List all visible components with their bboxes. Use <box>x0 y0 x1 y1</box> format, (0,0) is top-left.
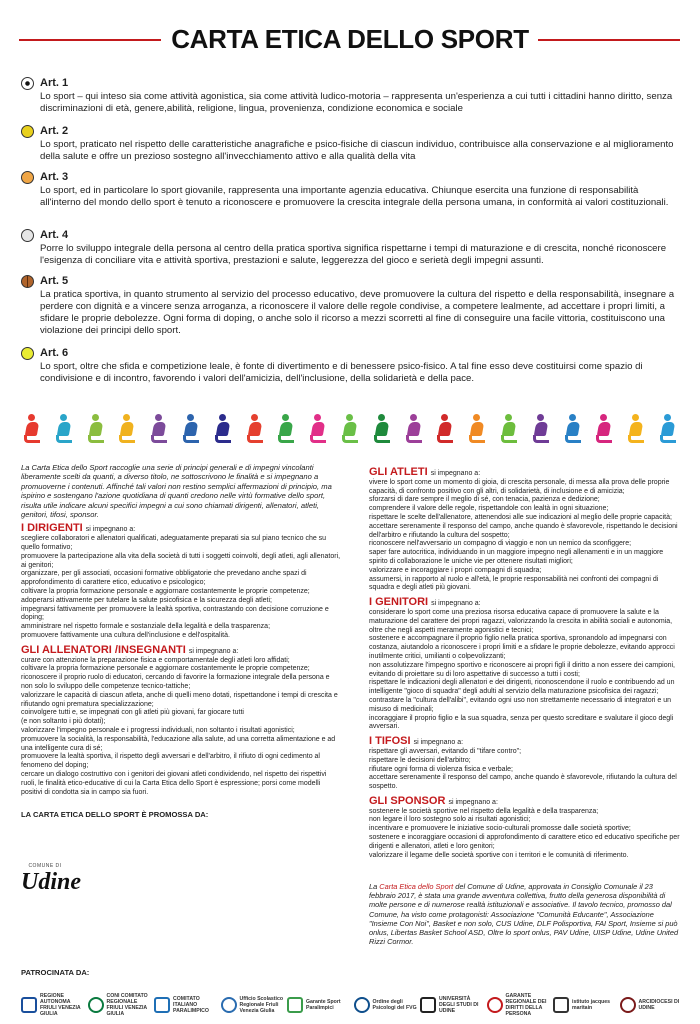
icon-body[interactable] <box>406 422 420 436</box>
icon-limb[interactable] <box>342 435 358 443</box>
sport-icons-row <box>20 405 680 445</box>
arcidiocesi-logo-icon[interactable] <box>620 997 636 1013</box>
section-title[interactable] <box>21 643 343 657</box>
section-item[interactable]: comprendere il valore delle regole, rispettandole con lealtà in ogni situazione; <box>369 505 609 513</box>
section-item[interactable]: cercare un dialogo costruttivo con i genitori dei giovani atleti condividendo, nel rispetto dei rispettivi ruoli, le finalità etico-educative di cui la Carta Etica dello Sport è espressione; porsi come modelli positivi di condotta sia in campo sia fuori. <box>21 770 327 796</box>
icon-limb[interactable] <box>151 435 167 443</box>
article-title[interactable]: Art. 1 <box>40 77 69 89</box>
section-heading: GLI SPONSOR <box>369 794 449 807</box>
cycling-race-icon[interactable] <box>465 413 489 445</box>
article-text[interactable]: Lo sport, oltre che sfida e competizione leale, è fonte di divertimento e di benessere psico-fisico. A tal fine esso deve costituirsi come spazio di condivisione e di incontro, favorendo i valori dell'amicizia, dell'inclusione, della solidarietà e della pace. <box>40 361 643 384</box>
section-heading: I TIFOSI <box>369 735 414 748</box>
weightlifting-icon[interactable] <box>147 413 171 445</box>
patron-logo-text[interactable]: Garante Sport Paralimpici <box>306 999 341 1011</box>
hockey-icon[interactable] <box>179 413 203 445</box>
right-column <box>369 463 681 860</box>
icon-limb[interactable] <box>501 435 517 443</box>
icon-head[interactable] <box>92 414 99 421</box>
icon-head[interactable] <box>664 414 671 421</box>
section-item[interactable]: valorizzare le capacità di ciascun atleta, anche di quelli meno dotati, rispettandone i tempi di crescita e rifiutando ogni prematura specializzazione; <box>21 691 338 708</box>
ordine-psicologi-logo-icon[interactable] <box>354 997 370 1013</box>
icon-head[interactable] <box>314 414 321 421</box>
section-item[interactable]: rispettare le indicazioni degli allenatori e dei dirigenti, riconoscendone il ruolo e contribuendo ad un intelligente "gioco di squadra" degli adulti al servizio della maturazione psicofisica dei ragazzi; <box>369 679 675 696</box>
section-sub[interactable]: si impegnano a: <box>431 600 481 608</box>
tennis-icon[interactable] <box>243 413 267 445</box>
icon-limb[interactable] <box>406 435 422 443</box>
icon-head[interactable] <box>600 414 607 421</box>
patron-logo-text[interactable]: Ufficio Scolastico Regionale Friuli Venezia Giulia <box>239 996 284 1014</box>
icon-body[interactable] <box>247 422 261 436</box>
section-title[interactable] <box>369 794 681 808</box>
basketball-icon[interactable] <box>21 275 34 288</box>
section-item[interactable]: coltivare la propria formazione personale e aggiornare costantemente le proprie competenze; <box>21 588 310 596</box>
article[interactable] <box>21 124 681 163</box>
icon-body[interactable] <box>152 422 166 436</box>
university-logo-icon[interactable] <box>420 997 436 1013</box>
article-head[interactable] <box>21 170 681 184</box>
patron-logo-text[interactable]: UNIVERSITÀ DEGLI STUDI DI UDINE <box>439 996 479 1014</box>
icon-body[interactable] <box>661 422 675 436</box>
icon-limb[interactable] <box>310 435 326 443</box>
article-title[interactable]: Art. 6 <box>40 347 69 359</box>
patron-logo[interactable] <box>21 993 88 1017</box>
icon-body[interactable] <box>343 422 357 436</box>
section-item[interactable]: promuovere la socialità, la responsabilità, l'educazione alla salute, ad una corretta alimentazione e ad una intelligente cura di sé; <box>21 735 336 752</box>
section-item[interactable]: promuovere la lealtà sportiva, il rispetto degli avversari e dell'arbitro, il rifiuto di ogni cedimento al fenomeno del doping; <box>21 753 320 770</box>
icon-body[interactable] <box>438 422 452 436</box>
icon-limb[interactable] <box>437 435 453 443</box>
usr-logo-icon[interactable] <box>221 997 237 1013</box>
patron-logo-text[interactable]: GARANTE REGIONALE DEI DIRITTI DELLA PERSONA <box>505 993 547 1017</box>
icon-body[interactable] <box>279 422 293 436</box>
icon-head[interactable] <box>378 414 385 421</box>
article-text[interactable]: Lo sport – qui inteso sia come attività agonistica, sia come attività ludico-motoria – rappresenta un'esperienza a cui tutti i cittadini hanno diritto, senza discriminazioni di età, genere,abilità, religione, lingua, provenienza, condizione economica e sociale <box>40 91 673 114</box>
icon-head[interactable] <box>346 414 353 421</box>
garante-sport-logo-icon[interactable] <box>287 997 303 1013</box>
section-item[interactable]: amministrare nel rispetto formale e sostanziale della legalità e della trasparenza; <box>21 623 271 631</box>
icon-head[interactable] <box>569 414 576 421</box>
page-title: CARTA ETICA DELLO SPORT <box>171 24 529 54</box>
icon-limb[interactable] <box>660 435 676 443</box>
patron-logo[interactable] <box>154 996 221 1014</box>
section-heading: GLI ATLETI <box>369 466 431 478</box>
baseball-icon[interactable] <box>21 171 34 184</box>
section-item[interactable]: non assolutizzare l'impegno sportivo e riconoscere ai propri figli il diritto a non essere dei campioni, evitando di proiettare su di loro aspettative di successo a tutti i costi; <box>369 661 675 678</box>
icon-head[interactable] <box>473 414 480 421</box>
patron-logo[interactable] <box>221 996 288 1014</box>
region-fvg-logo-icon[interactable] <box>21 997 37 1013</box>
section-heading: GLI ALLENATORI /INSEGNANTI <box>21 643 189 656</box>
section-item[interactable]: promuovere la partecipazione alla vita della società di tutti i soggetti coinvolti, degli atleti, agli allenatori, ai genitori; <box>21 552 341 569</box>
wheelchair-sport-icon[interactable] <box>84 413 108 445</box>
article-title[interactable]: Art. 3 <box>40 171 69 183</box>
section-item[interactable]: accettare serenamente il responso del campo, anche quando è sfavorevole, rifiutando la cultura del sospetto. <box>369 774 677 791</box>
icon-body[interactable] <box>25 422 39 436</box>
icon-body[interactable] <box>88 422 102 436</box>
section-sub[interactable]: si impegnano a: <box>430 470 481 477</box>
icon-head[interactable] <box>155 414 162 421</box>
patron-logo[interactable] <box>354 997 421 1013</box>
icon-limb[interactable] <box>56 435 72 443</box>
note-link: Carta Etica dello Sport <box>379 882 454 891</box>
patronage-label: PATROCINATA DA: <box>21 968 90 977</box>
article-head[interactable] <box>21 228 681 242</box>
icon-head[interactable] <box>123 414 130 421</box>
icon-head[interactable] <box>441 414 448 421</box>
icon-limb[interactable] <box>88 435 104 443</box>
comune-caption: COMUNE DI <box>28 863 62 869</box>
icon-body[interactable] <box>502 422 516 436</box>
patron-logo-text[interactable]: COMITATO ITALIANO PARALIMPICO <box>173 996 209 1014</box>
article[interactable] <box>21 274 681 337</box>
section-sub[interactable]: si impegnano a: <box>448 798 498 806</box>
volleyball-icon[interactable] <box>433 413 457 445</box>
swimming-icon[interactable] <box>656 413 680 445</box>
udine-note <box>369 882 681 946</box>
patron-logo[interactable] <box>620 997 687 1013</box>
tennis-ball-icon[interactable] <box>21 347 34 360</box>
icon-body[interactable] <box>311 422 325 436</box>
section-item[interactable]: assumersi, in rapporto al ruolo e all'età, le proprie responsabilità nei confronti dei compagni di squadra e degli atleti più giovani. <box>369 575 659 592</box>
section-sub[interactable]: si impegnano a: <box>413 739 464 747</box>
section-item[interactable]: considerare lo sport come una preziosa risorsa educativa capace di promuovere la salute e la maturazione del carattere dei propri ragazzi, valorizzando la crescita in abilità sociali e autonomia, oltre che negli aspetti meramente agonistici e tecnici; <box>369 608 673 634</box>
wheelchair-basketball-icon[interactable] <box>274 413 298 445</box>
section-item[interactable]: riconoscere il proprio ruolo di educatori, cercando di favorire la formazione integrale della persona e non solo lo sviluppo delle competenze tecnico-tattiche; <box>21 674 330 690</box>
icon-head[interactable] <box>187 414 194 421</box>
section-item[interactable]: saper fare autocritica, individuando in un maggiore impegno negli allenamenti e in un maggiore spirito di collaborazione le uniche vie per ottenere risultati migliori; <box>369 549 664 565</box>
icon-limb[interactable] <box>596 435 612 443</box>
section-title[interactable] <box>369 737 681 748</box>
section-item[interactable]: non legare il loro sostegno solo ai risultati agonistici; <box>369 816 531 824</box>
patron-logo[interactable] <box>553 997 620 1013</box>
article[interactable] <box>21 228 681 267</box>
patron-logo-text[interactable]: Ordine degli Psicologi del FVG <box>372 999 417 1011</box>
icon-body[interactable] <box>184 422 198 436</box>
section-item[interactable]: coltivare la propria formazione personale e aggiornare costantemente le proprie competenze; <box>21 665 310 673</box>
article-text[interactable]: La pratica sportiva, in quanto strumento al servizio del processo educativo, deve promuovere la cultura del rispetto e della responsabilità, insegnare a perdere con dignità e a vincere senza arroganza, a riconoscere il valore delle regole condivise, a competere lealmente, ad accettare i propri limiti, a sfidare le proprie debolezze. Ogni forma di doping, o anche solo il ricorso a mezzi scorretti al fine di conseguire una facile vittoria, costituiscono una violazione dei principi dello sport. <box>40 289 675 336</box>
icon-limb[interactable] <box>183 435 199 443</box>
icon-head[interactable] <box>251 414 258 421</box>
header <box>0 14 700 62</box>
icon-head[interactable] <box>505 414 512 421</box>
running-icon[interactable] <box>20 413 44 445</box>
article-head[interactable] <box>21 274 681 288</box>
icon-head[interactable] <box>28 414 35 421</box>
tennis-ball-icon[interactable] <box>21 229 34 242</box>
comune-name: Udine <box>21 869 81 895</box>
section-heading: I DIRIGENTI <box>21 522 86 535</box>
patron-logo-text[interactable]: istituto jacques maritain <box>572 999 611 1011</box>
dance-icon[interactable] <box>306 413 330 445</box>
volleyball-icon[interactable] <box>21 125 34 138</box>
patron-logo[interactable] <box>487 993 554 1017</box>
article-text[interactable]: Lo sport, ed in particolare lo sport giovanile, rappresenta una importante agenzia educativa. Chiunque esercita una funzione di responsabilità all'interno del mondo dello sport è tenuto a riconoscere e promuovere la crescita integrale della persona umana, in conformità ai valori costituzionali. <box>40 185 669 208</box>
soccer-ball-icon[interactable] <box>21 77 34 90</box>
section-heading: I GENITORI <box>369 596 432 609</box>
article-title[interactable]: Art. 4 <box>40 229 69 241</box>
icon-body[interactable] <box>534 422 548 436</box>
section-item[interactable]: contrastare la "cultura dell'alibi", evitando ogni uso non strettamente necessario di integratori e un misuso di medicinali; <box>369 696 672 713</box>
article-title[interactable]: Art. 2 <box>40 125 69 137</box>
icon-head[interactable] <box>219 414 226 421</box>
article-head[interactable] <box>21 76 681 90</box>
martial-arts-icon[interactable] <box>497 413 521 445</box>
patron-logo[interactable] <box>420 996 487 1014</box>
comune-udine-logo <box>21 863 81 903</box>
icon-body[interactable] <box>57 422 71 436</box>
icon-head[interactable] <box>410 414 417 421</box>
icon-limb[interactable] <box>278 435 294 443</box>
article-text[interactable]: Lo sport, praticato nel rispetto delle caratteristiche anagrafiche e psico-fisiche di ciascun individuo, contribuisce alla conservazione e al miglioramento della salute e offre un prezioso sostegno all'invecchiamento attivo e alla qualità della vita <box>40 139 674 162</box>
section-title[interactable] <box>369 598 681 609</box>
header-rule-left <box>19 39 161 41</box>
section-item[interactable]: adoperarsi attivamente per tutelare la salute psicofisica e la sicurezza degli atleti; <box>21 596 272 604</box>
note-pre: La <box>369 882 380 891</box>
skiing-icon[interactable] <box>402 413 426 445</box>
icon-body[interactable] <box>216 422 230 436</box>
article-text[interactable]: Porre lo sviluppo integrale della persona al centro della pratica sportiva significa rispettarne i tempi di maturazione e di crescita, nonché riconoscere l'esigenza di conciliare vita e attività sportiva, prestazioni e salute, leggerezza del gioco e serietà degli impegni assunti. <box>40 243 667 266</box>
section-title[interactable] <box>369 468 681 479</box>
section-item[interactable]: valorizzare il legame delle società sportive con i territori e le comunità di riferimento. <box>369 851 629 859</box>
icon-head[interactable] <box>282 414 289 421</box>
icon-limb[interactable] <box>119 435 135 443</box>
section-item[interactable]: coinvolgere tutti e, se impegnati con gli atleti più giovani, far giocare tutti <box>21 709 244 717</box>
article-head[interactable] <box>21 346 681 360</box>
patron-logo[interactable] <box>287 997 354 1013</box>
patronage-logos <box>21 990 686 1020</box>
icon-body[interactable] <box>375 422 389 436</box>
section-item[interactable]: scegliere collaboratori e allenatori qualificati, adeguatamente preparati sia sul piano tecnico che su quello formativo; <box>21 535 327 552</box>
section-item[interactable]: rispettare gli avversari, evitando di "tifare contro"; <box>369 747 522 755</box>
climbing-icon[interactable] <box>592 413 616 445</box>
athletics-icon[interactable] <box>338 413 362 445</box>
section-item[interactable]: organizzare, per gli associati, occasioni formative obbligatorie che prevedano anche spazi di approfondimento di carattere etico, educativo e psicologico; <box>21 570 307 587</box>
section-item[interactable]: sforzarsi di dare sempre il meglio di sé, con tenacia, pazienza e dedizione; <box>369 496 600 504</box>
section-item[interactable]: rifiutare ogni forma di violenza fisica e verbale; <box>369 765 513 773</box>
section-item[interactable]: rispettare le decisioni dell'arbitro; <box>369 756 471 764</box>
section-item[interactable]: valorizzare l'impegno personale e i progressi individuali, non soltanto i risultati agonistici; <box>21 726 295 734</box>
icon-head[interactable] <box>60 414 67 421</box>
icon-body[interactable] <box>120 422 134 436</box>
icon-body[interactable] <box>597 422 611 436</box>
icon-body[interactable] <box>629 422 643 436</box>
note-post: del Comune di Udine, approvata in Consiglio Comunale il 23 febbraio 2017, è stata una grande avventura collettiva, frutto della generosa disponibilità di molte persone e di numerose realtà istituzionali e associative. Il tavolo tecnico, promosso dal Comune, ha visto come protagonisti: Associazione "Comunità Educante", Associazione "Insieme Con Noi", Basket e non solo, CUS Udine, DLF Polisportiva, FAI Sport, Insieme si può onlus, Libertas Basket School ASD, Oltre lo sport onlus, PAV Udine, UISP Udine, Udine United Rizzi Cormor. <box>369 882 679 947</box>
icon-limb[interactable] <box>374 435 390 443</box>
section-item[interactable]: rispettare le scelte dell'allenatore, attenendosi alle sue indicazioni al meglio delle proprie capacità; <box>369 513 672 521</box>
soccer-icon[interactable] <box>370 413 394 445</box>
section-sub[interactable]: si impegnano a: <box>188 647 239 655</box>
istituto-mantabi-logo-icon[interactable] <box>553 997 569 1013</box>
icon-body[interactable] <box>565 422 579 436</box>
article[interactable] <box>21 346 681 385</box>
section-item[interactable]: curare con attenzione la preparazione fisica e comportamentale degli atleti loro affidati; <box>21 656 290 664</box>
icon-head[interactable] <box>537 414 544 421</box>
section-item[interactable]: sostenere e accompagnare il proprio figlio nella pratica sportiva, spronandolo ad impegnarsi con costanza, aiutandolo a riconoscere i propri limiti e a sfidare le proprie debolezze, evitando approcci inutilmente critici, umilianti o colpevolizzanti; <box>369 635 675 660</box>
article-title[interactable]: Art. 5 <box>40 275 69 287</box>
icon-limb[interactable] <box>469 435 485 443</box>
article-head[interactable] <box>21 124 681 138</box>
section-item[interactable]: incentivare e promuovere le iniziative socio-culturali promosse dalle società sportive; <box>369 825 631 833</box>
icon-limb[interactable] <box>565 435 581 443</box>
section-item[interactable]: valorizzare e incoraggiare i propri compagni di squadra; <box>369 566 542 574</box>
patron-logo-text[interactable]: ARCIDIOCESI DI UDINE <box>638 999 680 1011</box>
intro-text: La Carta Etica dello Sport raccoglie una serie di principi generali e di impegni vincolanti liberamente scelti da quanti, a diverso titolo, ne sottoscrivono le finalità e si impegnano a promuoverne i contenuti. Affinché tali valori non restino semplici affermazioni di principio, ma ispirino e sostengano l'azione quotidiana di quanti credono nelle virtù formative dello sport, risulta utile indicare alcuni specifici impegni a cui sono chiamati dirigenti, allenatori, atleti, genitori, tifosi, sponsor. <box>21 463 332 520</box>
article[interactable] <box>21 170 681 209</box>
cycling-icon[interactable] <box>211 413 235 445</box>
section-title[interactable] <box>21 524 343 535</box>
patron-logo[interactable] <box>88 993 155 1017</box>
header-rule-right <box>538 39 680 41</box>
gymnastics-icon[interactable] <box>115 413 139 445</box>
left-column <box>21 463 343 797</box>
garante-diritti-logo-icon[interactable] <box>487 997 503 1013</box>
icon-limb[interactable] <box>533 435 549 443</box>
icon-limb[interactable] <box>215 435 231 443</box>
coni-logo-icon[interactable] <box>88 997 104 1013</box>
icon-limb[interactable] <box>628 435 644 443</box>
icon-head[interactable] <box>632 414 639 421</box>
section-item[interactable]: sostenere e incoraggiare occasioni di approfondimento di carattere etico ed educativo specifiche per dirigenti e allenatori, atleti e loro genitori; <box>369 834 680 850</box>
section-item[interactable]: impegnarsi fattivamente per promuovere la lealtà sportiva, contrastando con decisione corruzione e doping; <box>21 605 329 622</box>
basketball-icon[interactable] <box>529 413 553 445</box>
section-sub[interactable]: si impegnano a: <box>85 526 136 534</box>
section-item[interactable]: promuovere fattivamente una cultura dell'inclusione e dell'ospitalità. <box>21 632 230 639</box>
cip-logo-icon[interactable] <box>154 997 170 1013</box>
section-item[interactable]: accettare serenamente il responso del campo, anche quando è sfavorevole, rispettando le decisioni dell'arbitro e rifiutando la cultura del sospetto; <box>369 522 678 539</box>
archery-icon[interactable] <box>624 413 648 445</box>
section-item[interactable]: (e non soltanto i più dotati); <box>21 718 106 726</box>
fencing-icon[interactable] <box>561 413 585 445</box>
icon-limb[interactable] <box>247 435 263 443</box>
promo-label: LA CARTA ETICA DELLO SPORT È PROMOSSA DA: <box>21 810 209 819</box>
section-item[interactable]: sostenere le società sportive nel rispetto della legalità e della trasparenza; <box>369 807 599 815</box>
section-item[interactable]: vivere lo sport come un momento di gioia, di crescita personale, di messa alla prova delle proprie capacità, di confronto positivo con gli altri, di solidarietà, di inclusione e di amicizia; <box>369 478 670 495</box>
article[interactable] <box>21 76 681 115</box>
patron-logo-text[interactable]: CONI COMITATO REGIONALE FRIULI VENEZIA GIULIA <box>106 993 148 1017</box>
icon-body[interactable] <box>470 422 484 436</box>
icon-limb[interactable] <box>24 435 40 443</box>
section-item[interactable]: riconoscere nell'avversario un compagno di viaggio e non un nemico da sconfiggere; <box>369 540 632 548</box>
section-item[interactable]: incoraggiare il proprio figlio e la sua squadra, senza per questo screditare e svalutare il gioco degli avversari. <box>369 714 674 731</box>
rowing-icon[interactable] <box>52 413 76 445</box>
patron-logo-text[interactable]: REGIONE AUTONOMA FRIULI VENEZIA GIULIA <box>40 993 81 1017</box>
